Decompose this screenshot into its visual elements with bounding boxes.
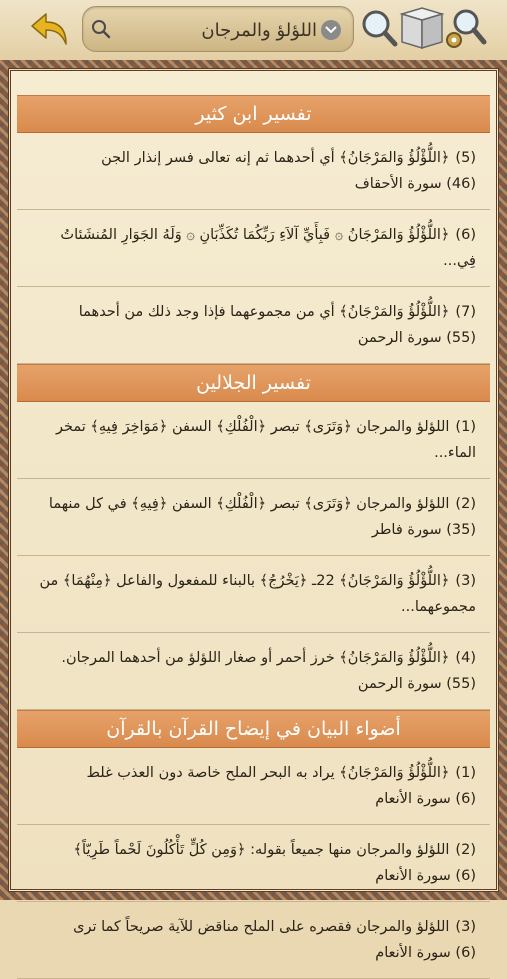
search-icon xyxy=(91,19,111,39)
result-item[interactable] xyxy=(17,556,490,633)
item-number: (2) xyxy=(455,842,476,858)
result-item[interactable] xyxy=(17,748,490,825)
item-text: ﴿اللُّؤْلُؤُ وَالمَرْجَانُ﴾ خرز أحمر أو صغار اللؤلؤ من أحدهما المرجان. xyxy=(61,650,450,666)
item-number: (7) xyxy=(455,304,476,320)
magnifier-icon[interactable] xyxy=(360,6,398,52)
item-reference: (6) سورة الأنعام xyxy=(375,945,476,961)
section-header: تفسير ابن كثير xyxy=(17,95,490,133)
item-text: اللؤلؤ والمرجان فقصره على الملح مناقض للآية صريحاً كما ترى xyxy=(73,919,450,935)
item-number: (3) xyxy=(455,919,476,935)
item-reference: (46) سورة الأحقاف xyxy=(354,176,476,192)
item-reference: (55) سورة الرحمن xyxy=(357,330,476,346)
section-header: أضواء البيان في إيضاح القرآن بالقرآن xyxy=(17,710,490,748)
result-item[interactable] xyxy=(17,479,490,556)
item-number: (4) xyxy=(455,650,476,666)
item-reference: (6) سورة الأنعام xyxy=(375,791,476,807)
result-item[interactable] xyxy=(17,825,490,902)
result-item[interactable] xyxy=(17,133,490,210)
item-reference: (55) سورة الرحمن xyxy=(357,676,476,692)
item-text: اللؤلؤ والمرجان منها جميعاً بقوله: ﴿وَمِن كُلٍّ تَأْكُلُونَ لَحْماً طَرِيّاً﴾ xyxy=(73,842,450,858)
result-item[interactable] xyxy=(17,402,490,479)
top-toolbar xyxy=(0,0,507,61)
item-number: (5) xyxy=(455,150,476,166)
item-text: ﴿اللُّؤْلُؤُ وَالمَرْجَانُ﴾ 22ـ ﴿يَخْرُجُ﴾ بالبناء للمفعول والفاعل ﴿مِنْهُمَا﴾ من مجموعهما... xyxy=(39,573,476,615)
dropdown-button[interactable] xyxy=(321,20,341,40)
item-text: ﴿اللُّؤْلُؤُ وَالمَرْجَانُ﴾ يراد به البحر الملح خاصة دون العذب غلط xyxy=(86,765,450,781)
item-text: ﴿اللُّؤْلُؤُ وَالمَرْجَانُ﴾ أي أحدهما ثم إنه تعالى فسر إنذار الجن xyxy=(101,150,450,166)
results-list xyxy=(8,68,499,961)
item-number: (1) xyxy=(455,765,476,781)
search-bar[interactable] xyxy=(82,6,354,52)
item-text: اللؤلؤ والمرجان ﴿وَتَرَى﴾ تبصر ﴿الْفُلْكِ﴾ السفن ﴿فِيهِ﴾ في كل منهما xyxy=(48,496,450,512)
settings-icon[interactable] xyxy=(442,6,488,52)
item-number: (1) xyxy=(455,419,476,435)
search-input[interactable] xyxy=(117,12,319,48)
item-number: (6) xyxy=(455,227,476,243)
section-header: تفسير الجلالين xyxy=(17,364,490,402)
item-text: ﴿اللُّؤْلُؤُ وَالمَرْجَانُ﴾ أي من مجموعهما فإذا وجد ذلك من أحدهما xyxy=(78,304,450,320)
item-text: اللؤلؤ والمرجان ﴿وَتَرَى﴾ تبصر ﴿الْفُلْكِ﴾ السفن ﴿مَوَاخِرَ فِيهِ﴾ تمخر الماء... xyxy=(56,419,476,461)
result-item[interactable] xyxy=(17,287,490,364)
result-item[interactable] xyxy=(17,902,490,979)
ornate-border xyxy=(0,60,507,961)
result-item[interactable] xyxy=(17,210,490,287)
item-number: (3) xyxy=(455,573,476,589)
item-reference: (35) سورة فاطر xyxy=(371,522,476,538)
chevron-down-icon xyxy=(325,26,337,34)
item-text: ﴿اللُّؤْلُؤُ وَالمَرْجَانُ ۞ فَبِأَيِّ آلاَءِ رَبِّكُمَا تُكَذِّبَانِ ۞ وَلَهُ الجَوَارِ المُنشَئاتُ فِي... xyxy=(60,227,476,269)
item-number: (2) xyxy=(455,496,476,512)
item-reference: (6) سورة الأنعام xyxy=(375,868,476,884)
book-icon[interactable] xyxy=(398,6,448,52)
result-item[interactable] xyxy=(17,633,490,710)
back-arrow-icon xyxy=(28,10,74,50)
back-button[interactable] xyxy=(26,8,76,52)
